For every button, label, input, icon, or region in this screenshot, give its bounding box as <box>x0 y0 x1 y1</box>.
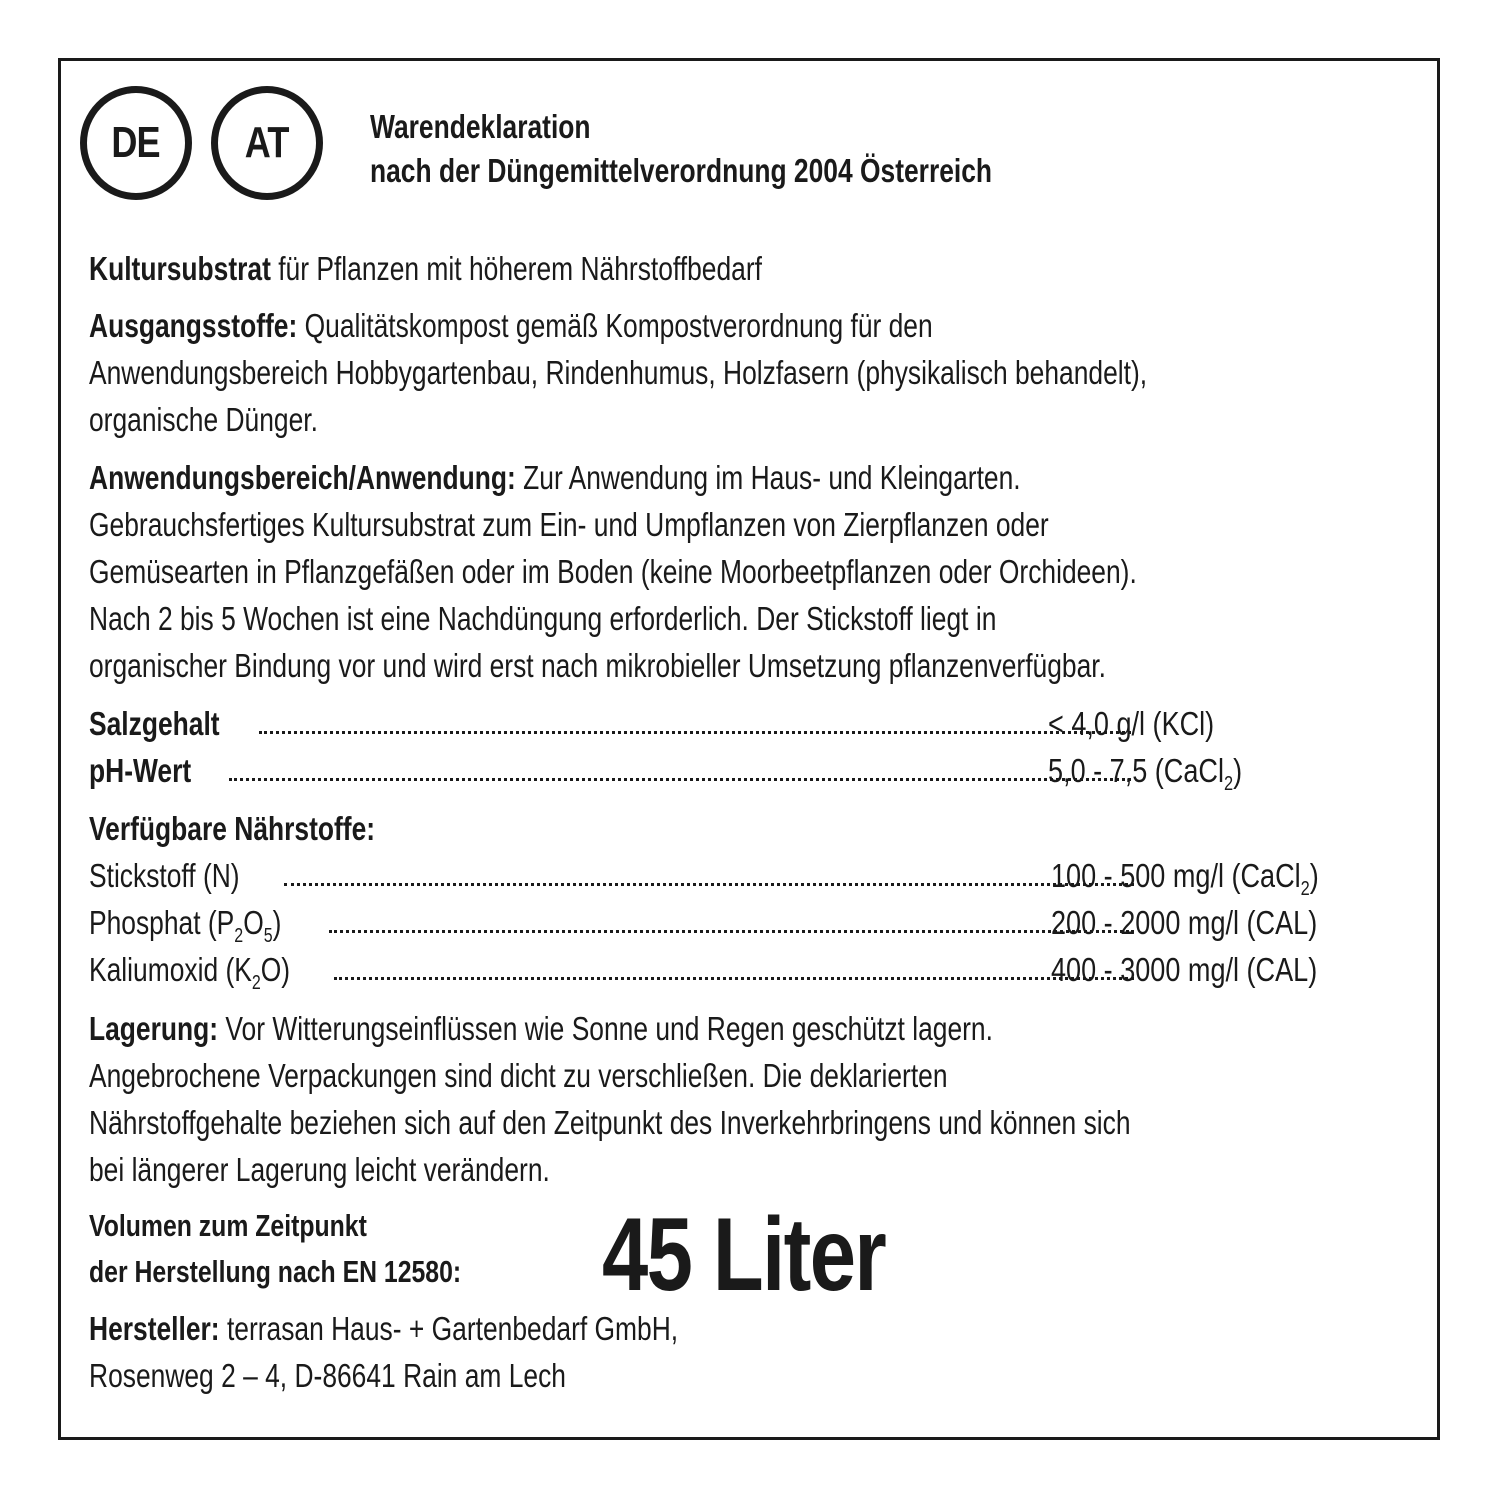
nutrient-stickstoff <box>89 857 1389 901</box>
anwendung-line-2: Gebrauchsfertiges Kultursubstrat zum Ein- und Umpflanzen von Zierpflanzen oder <box>89 506 1049 543</box>
lagerung-text: Vor Witterungseinflüssen wie Sonne und Regen geschützt lagern. <box>225 1010 993 1047</box>
hersteller-label: Hersteller: <box>89 1310 220 1347</box>
salzgehalt-value: < 4,0 g/l (KCl) <box>1048 705 1215 742</box>
ph-wert-label: pH-Wert <box>89 752 192 789</box>
anwendung-line-1 <box>89 459 1021 497</box>
lagerung-line-1 <box>89 1010 993 1048</box>
volume-label-line-2: der Herstellung nach EN 12580: <box>89 1254 462 1289</box>
kaliumoxid-label: Kaliumoxid $(K_2O)$ <box>89 951 291 994</box>
nutrient-kaliumoxid <box>89 951 1389 995</box>
badge-de-label: DE <box>111 118 161 167</box>
phosphat-label: Phosphat $(P_2O_5)$ <box>89 904 282 947</box>
leader-dots <box>229 778 1131 781</box>
volume-value: 45 Liter <box>602 1197 886 1313</box>
product-text: für Pflanzen mit höherem Nährstoffbedarf <box>278 250 762 287</box>
leader-dots <box>259 731 1131 734</box>
product-label: Kultursubstrat <box>89 250 271 287</box>
kaliumoxid-value: 400 - 3000 mg/l (CAL) <box>1051 951 1318 988</box>
hersteller-name: terrasan Haus- + Gartenbedarf GmbH, <box>226 1310 679 1347</box>
anwendung-line-5: organischer Bindung vor und wird erst nach mikrobieller Umsetzung pflanzenverfügbar. <box>89 647 1106 684</box>
ph-wert-value: 5,0 - 7,5 (CaCl$_2$) <box>1048 752 1243 795</box>
lagerung-line-3: Nährstoffgehalte beziehen sich auf den Zeitpunkt des Inverkehrbringens und können sich <box>89 1104 1131 1141</box>
hersteller-line-1 <box>89 1310 678 1348</box>
nutrient-phosphat <box>89 904 1389 948</box>
property-salzgehalt <box>89 705 1389 749</box>
stickstoff-value: 100 - 500 mg/l (CaCl$_2$) <box>1051 857 1319 900</box>
lagerung-line-2: Angebrochene Verpackungen sind dicht zu verschließen. Die deklarierten <box>89 1057 948 1094</box>
hersteller-address: Rosenweg 2 – 4, D-86641 Rain am Lech <box>89 1357 566 1394</box>
anwendung-line-4: Nach 2 bis 5 Wochen ist eine Nachdüngung erforderlich. Der Stickstoff liegt in <box>89 600 997 637</box>
salzgehalt-label: Salzgehalt <box>89 705 220 742</box>
property-ph-wert <box>89 752 1389 796</box>
ausgangsstoffe-text: Qualitätskompost gemäß Kompostverordnung für den <box>304 307 933 344</box>
anwendung-line-3: Gemüsearten in Pflanzgefäßen oder im Boden (keine Moorbeetpflanzen oder Orchideen). <box>89 553 1137 590</box>
anwendung-text: Zur Anwendung im Haus- und Kleingarten. <box>523 459 1021 496</box>
nutrients-title: Verfügbare Nährstoffe: <box>89 810 376 847</box>
ausgangsstoffe-line-1 <box>89 307 933 345</box>
badge-at-icon <box>211 86 323 200</box>
stickstoff-label: Stickstoff (N) <box>89 857 240 894</box>
ausgangsstoffe-line-2: Anwendungsbereich Hobbygartenbau, Rindenhumus, Holzfasern (physikalisch behandelt), <box>89 354 1148 391</box>
product-line <box>89 250 762 288</box>
leader-dots <box>329 930 1134 933</box>
leader-dots <box>334 977 1134 980</box>
ausgangsstoffe-label: Ausgangsstoffe: <box>89 307 298 344</box>
lagerung-label: Lagerung: <box>89 1010 219 1047</box>
header-title: Warendeklaration <box>370 108 591 145</box>
badge-at-label: AT <box>245 118 289 167</box>
badge-de-icon <box>80 86 192 200</box>
volume-label-line-1: Volumen zum Zeitpunkt <box>89 1208 367 1243</box>
leader-dots <box>284 883 1134 886</box>
phosphat-value: 200 - 2000 mg/l (CAL) <box>1051 904 1318 941</box>
anwendung-label: Anwendungsbereich/Anwendung: <box>89 459 516 496</box>
lagerung-line-4: bei längerer Lagerung leicht verändern. <box>89 1151 550 1188</box>
header-subtitle: nach der Düngemittelverordnung 2004 Österreich <box>370 152 993 189</box>
ausgangsstoffe-line-3: organische Dünger. <box>89 401 318 438</box>
